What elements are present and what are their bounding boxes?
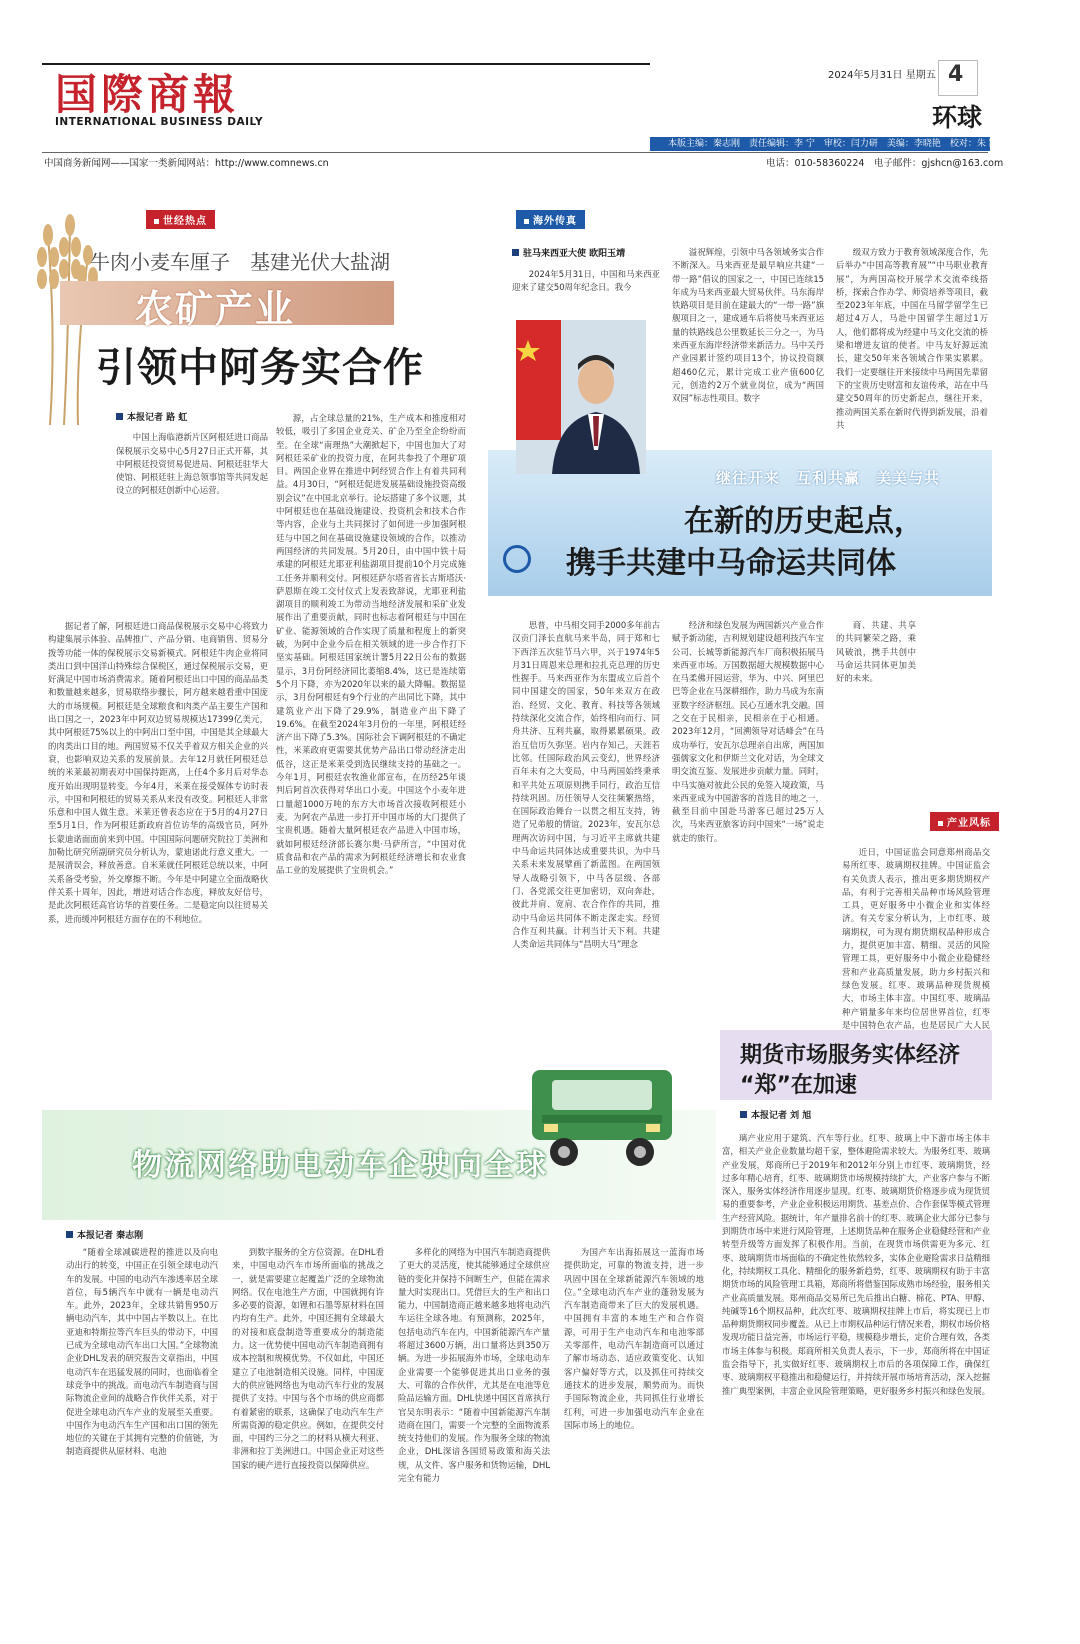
article4-column4 bbox=[564, 1246, 704, 1546]
article3-title-line1: 期货市场服务实体经济 bbox=[740, 1043, 961, 1068]
article3-body bbox=[722, 1132, 990, 1532]
article1-col1b-text: 据记者了解，阿根廷进口商品保税展示交易中心将致力构建集展示体验、品牌推广、产品分销、电商销售、贸易分拨等功能一体的保税展示交易新模式。阿根廷牛肉企业将同类出口到中国洋山特殊综合保税区，通过保税展示交易，更好满足中国市场消费需求。随着阿根廷出口中国的商品品类和数量越来越多，贸易联络步骤长，阿方越来越看重中国庞大的市场规模。阿根廷是全球粮食和肉类产品主要生产国和出口国之一，2023年中阿双边贸易规模达17399亿美元，其中阿根廷75%以上的中阿出口至中国，中国是其全球最大的肉类出口目的地。两国贸易不仅关乎着双方相关企业的兴衰，也影响双边关系的发展前景。去年12月就任阿根廷总统的米莱最初期表对中国保持距离，上任4个多月后对华态度开始出现明显转变。今年4月，米莱在接受媒体专访时表示，中国和阿根廷的贸易关系从来没有改变。阿根廷人非常乐意和中国人做生意。米莱还曾表态应在于5月的4月27日至5月1日，作为阿根廷新政府首位访华的高级官员，阿外长蒙迪诺面面前来到中国。中国国际问题研究院拉丁美洲和加勒比研究所副研究员分析认为，蒙迪诺此行意义重大。一是展清误会，释放善意。自米莱就任阿根廷总统以来，中阿关系备受考验，外交摩擦不断。今年是中阿建立全面战略伙伴关系十周年，因此，增进对话合作态度，释放友好信号，是此次阿根廷高官访华的首要任务。二是稳定向以往贸易关系，进而缓冲阿根廷方面存在的不利地位。 bbox=[48, 621, 268, 924]
article4-c4-text: 为国产车出海拓展这一蓝海市场提供助定，可靠的物流支持，进一步巩固中国在全球新能源汽车领域的地位。”全球电动汽车产业的蓬勃发展为汽车制造商带来了巨大的发展机遇。中国拥有丰富的本地生产和合作资源，可用于生产电动汽车和电池零部关零部件，电动汽车制造商可以通过了解市场动态、适应政策变化、认知客户偏好等方式，以及抓住可持续交通技术的进步发展，顺势而为。而快手国际物流企业，共同抓住行业增长红利，可进一步加强电动汽车企业在国际市场上的地位。 bbox=[564, 1247, 704, 1430]
article1-column1 bbox=[116, 412, 268, 498]
article2-column2 bbox=[672, 246, 824, 436]
section-title: 环球 bbox=[932, 103, 983, 132]
article2-byline: 驻马来西亚大使 欧阳玉靖 bbox=[512, 246, 660, 259]
article3-title-line2: “郑”在加速 bbox=[740, 1073, 857, 1098]
article1-column2 bbox=[276, 412, 466, 1082]
contact-line: 电话：010-58360224 电子邮件：gjshcn@163.com bbox=[766, 158, 1004, 169]
tag-industry: 产业风标 bbox=[930, 812, 999, 831]
article1-title-line2: 引领中阿务实合作 bbox=[96, 345, 424, 391]
article1-title-line1: 农矿产业 bbox=[135, 287, 296, 331]
ambassador-photo bbox=[516, 320, 646, 474]
article2-kicker: 继往开来 互利共赢 美美与共 bbox=[716, 469, 941, 487]
article4-column1 bbox=[66, 1246, 218, 1546]
article4-c3-text: 多样化的网络为中国汽车制造商提供了更大的灵活度，使其能够通过全球供应链的变化并保持不间断生产，但能在需求量大时实现出口。凭借巨大的生产和出口能力，中国制造商正越来越多地将电动汽车运往全球各地。有预测称，2025年，包括电动汽车在内，中国新能源汽车产量将超过3600万辆，出口量将达到350万辆。为进一步拓展海外市场，全球电动车企业需要一个能够促进其出口业务的强大、可靠的合作伙伴，尤其是在电池等危险品运输方面。DHL快递中国区首席执行官吴东明表示：“随着中国新能源汽车制造商在国门，需要一个完整的全面物流系统支持他们的发展。作为服务全球的物流企业，DHL深谙各国贸易政策和海关法规，从文件、客户服务和货物运输，DHL完全有能力 bbox=[398, 1247, 550, 1484]
article2-body-col3 bbox=[836, 619, 916, 685]
article4-c1-text: “随着全球减碳进程的推进以及向电动出行的转变，中国正在引领全球电动汽车的发展。中国的电动汽车渗透率居全球首位，每5辆汽车中就有一辆是电动汽车。此外，2023年，全球共销售950万辆电动汽车，其中中国占半数以上。在比亚迪和特斯拉等汽车巨头的带动下，中国已成为全球电动汽车出口大国。”全球物流企业DHL发表的研究报告文章指出，中国电动汽车在迅猛发展的同时，也面临着全球竞争中的挑战。而电动汽车制造商与国际物流企业间的战略合作伙伴关系，对于促进全球电动汽车产业的发展至关重要。中国作为电动汽车生产国和出口国的领先地位的关键在于其拥有完整的价值链，为制造商提供从原材料、电池 bbox=[66, 1247, 218, 1457]
article2-col1-text: 2024年5月31日，中国和马来西亚迎来了建交50周年纪念日。我今 bbox=[512, 269, 660, 293]
page-number: 4 bbox=[948, 62, 964, 87]
website-line: 中国商务新闻网——国家一类新闻网站：http://www.comnews.cn bbox=[44, 158, 329, 169]
tag-world-economy: 世经热点 bbox=[146, 210, 215, 229]
editors-bar: 本版主编：秦志刚 责任编辑：李 宁 审校：闫力研 美编：李晓艳 校对：朱 凯 bbox=[650, 137, 990, 151]
tag-overseas: 海外传真 bbox=[516, 210, 585, 229]
article2-col3-text: 级双方致力于教育领域深度合作，先后举办“中国高等教育展”“中马职业教育展”，为两国高校开展学术交流牵线搭桥，探索合作办学、师资培养等项目，截至2023年年底，中国在马留学留学生已超过4万人，马赴中国留学生超过1万人，他们都将成为经建中马文化交流的桥梁和增进友谊的使者。中马友好源远流长，建交50年来各领域合作果实累累。我们一定要继往开来接续中马两国先辈留下的宝贵历史财富和友谊传承，站在中马建交50周年的历史新起点，继往开来，推动两国关系在新时代得到新发展，沿着共 bbox=[836, 247, 988, 430]
article1-col1-text: 中国上海临港新片区阿根廷进口商品保税展示交易中心5月27日正式开幕，其中阿根廷投资贸易促进局、阿根廷驻华大使馆、阿根廷驻上海总领事馆等共同发起设立的阿根廷创新中心运营。 bbox=[116, 432, 268, 496]
article3-col-text: 近日，中国证监会同意郑州商品交易所红枣、玻璃期权挂牌。中国证监会有关负责人表示，推出更多期货期权产品，有利于完善相关品种市场风险管理工具，更好服务中小微企业和实体经济。有关专家分析认为，上市红枣、玻璃期权，可为现有期货期权品种形成合力，提供更加丰富、精细、灵活的风险管理工具，更好服务中小微企业稳健经营和产业高质量发展，助力乡村振兴和绿色发展。红枣、玻璃品种现货规模大，市场主体丰富。中国红枣、玻璃品种产销量多年来均位居世界首位，红枣是中国特色农产品，也是居民广大人民 bbox=[842, 847, 990, 1030]
article2-body-col2 bbox=[672, 619, 824, 899]
article3-intro bbox=[842, 846, 990, 1030]
article3-body-text: 璃产业应用于建筑、汽车等行业。红枣、玻璃上中下游市场主体丰富，相关产业企业数量均超千家，整体避险需求较大。为服务红枣、玻璃产业发展，郑商所已于2019年和2012年分别上市红枣、玻璃期货，经过多年精心培育，红枣、玻璃期货市场规模持续扩大，产业客户参与不断深入，服务实体经济作用逐步显现。红枣、玻璃期货价格逐步成为现货贸易的重要参考，产业企业积极运用期货、基差点价、合作套保等模式管理生产经营风险。据统计，年产量排名前十的红枣、玻璃企业大部分已参与到期货市场中来进行风险管理，上述期货品种在服务企业稳健经营和产业转型升级等方面发挥了积极作用。当前，在现货市场供需更为多元、红枣、玻璃期货市场面临的不确定性依然较多，实体企业避险需求日益精细化，持续期权工具化、精细化的服务新趋势，红枣、玻璃期权有助于丰富期货市场的风险管理工具箱，郑商所将借鉴国际成熟市场经验，服务相关产业高质量发展。郑州商品交易所已先后推出白糖、棉花、PTA、甲醇、纯碱等16个期权品种，此次红枣、玻璃期权挂牌上市后，将实现已上市品种期货期权同步覆盖。从已上市期权品种运行情况来看，期权市场价格发现功能日益完善，市场运行平稳，规模稳步增长，定价合理有效，各类市场主体参与积极。郑商所相关负责人表示，下一步，郑商所将在中国证监会指导下，扎实做好红枣、玻璃期权上市后的各项保障工作，确保红枣、玻璃期权平稳推出和稳健运行，并持续开展市场培育活动，深入挖掘推广典型案例，丰富企业风险管理策略，更好服务乡村振兴和绿色发展。 bbox=[722, 1133, 990, 1396]
article4-column3 bbox=[398, 1246, 550, 1546]
article1-byline: 本报记者 路 虹 bbox=[116, 412, 268, 425]
article2-b2-text: 经济和绿色发展为两国新兴产业合作赋予新动能，吉利规划建设超利技汽车宝公司、长城等新能源汽车厂商积极拓展马来西亚市场。万国数据超大规模数据中心在马柔佛开园运营，华为、中兴、阿里巴巴等企业在马深耕细作，助力马成为东南亚数字经济枢纽。民心互通水乳交融。国之交在于民相亲，民相亲在于心相通。2023年12月，“回溯领导对话峰会”在马成功举行，安瓦尔总理亲自出席，两国加强儒家文化和伊斯兰文化对话，为全球文明交流互鉴、发展进步贡献力量。同时，中马实施对彼此公民的免签入境政策，马来西亚成为中国游客的首选目的地之一，截至目前中国赴马游客已超过25万人次，马来西亚旅客访问中国来“一场”说走就走的旅行。 bbox=[672, 620, 824, 843]
article4-title: 物流网络助电动车企驶向全球 bbox=[132, 1148, 548, 1183]
article3-byline: 本报记者 刘 旭 bbox=[740, 1108, 811, 1121]
article1-col2-text: 源，占全球总量的21%，生产成本和推度相对较低，吸引了多国企业竞关、矿企乃至全企纷纷而至。在全球“南理热”大潮掀起下，中国也加大了对阿根廷采矿业的投资力度，在阿共参投了个理矿项目。两国企业界在推进中阿经贸合作上有着共同利益。4月30日，“阿根廷促进发展基础设施投资高级别会议”在中国北京举行。论坛搭建了多个议题，其中阿根廷也在基础设施建设、投资机会和技术合作等内容，企业与土共同探讨了如何进一步加强阿根廷与中国之间在基础设施建设领域的合作，以推动两国经济的共同发展。5月20日，由中国中铁十局承建的阿根廷尤耶亚利盐湖项目提前10个月完成施工任务并顺利交付。阿根廷萨尔塔省省长古斯塔沃·萨恩斯在竣工交付仪式上发表致辞说，尤耶亚利盐湖项目的顺利竣工为带动当地经济发展和采矿业发展作出了重要贡献，同时也标志着阿根廷与中国在矿业、能源领域的合作实现了质量和程度上的新突破，为阿中企业今后在相关领域的进一步合作打下坚实基础。阿根廷国家统计署5月22日公布的数据显示，3月份阿经济同比萎缩8.4%，这已是连续第5个月下降，亦为2020年以来的最大降幅。数据显示，3月份阿根廷有9个行业的产出同比下降，其中建筑业产出下降了29.9%，制造业产出下降了19.6%。在截至2024年3月份的一年里，阿根廷经济产出下降了5.3%。国际社会下调阿根廷的不确定性，米莱政府更需要其优势产品出口带动经济走出低谷，这正是米莱受到选民继续支持的基础之一。今年1月，阿根廷农牧渔业部宣布，在历经25年谈判后阿首次获得对华出口小麦。中国这个小麦年进口量超1000万吨的东方大市场首次接收阿根廷小麦，为阿农产品进一步打开中国市场的大门提供了宝贵机遇。随着大量阿根廷农产品进入中国市场，就如阿根廷经济部长赛尔奥·马萨所言，“中国对优质食品和农产品的需求为阿根廷经济增长和农业食品工业的发展提供了宝贵机会。” bbox=[276, 413, 466, 876]
article4-byline: 本报记者 秦志刚 bbox=[66, 1228, 143, 1241]
masthead-subtitle: INTERNATIONAL BUSINESS DAILY bbox=[55, 116, 264, 128]
article2-column3 bbox=[836, 246, 988, 436]
article2-title-line2: 携手共建中马命运共同体 bbox=[566, 546, 896, 581]
masthead-logo: 国際商報 bbox=[55, 70, 240, 119]
article2-title-line1: 在新的历史起点， bbox=[684, 504, 924, 539]
article4-column2 bbox=[232, 1246, 384, 1546]
article2-body-col1 bbox=[512, 619, 660, 1019]
issue-date: 2024年5月31日 星期五 bbox=[828, 70, 936, 81]
article1-column1b bbox=[48, 620, 268, 1080]
article2-b3-text: 商、共建、共享的共同繁荣之路，乘风破浪，携手共创中马命运共同体更加美好的未来。 bbox=[836, 620, 916, 684]
article1-kicker: 牛肉小麦车厘子 基建光伏大盐湖 bbox=[90, 250, 390, 274]
decorative-circle bbox=[503, 545, 531, 573]
article2-column1 bbox=[512, 268, 660, 295]
article4-c2-text: 到数字服务的全方位资源。在DHL看来，中国电动汽车市场所面临的挑战之一，就是需要建立起覆盖广泛的全球物流网络。仅在电池生产方面，中国就拥有许多必要的资源，如锂和石墨等原材料在国内均有生产。此外，中国还拥有全球最大的对接和底盘制造等重要成分的制造能力。这一优势使中国电动汽车制造商拥有成本控制和规模优势。不仅如此，中国还建立了电池制造相关设施。同样，中国庞大的供应链网络也为电动汽车行业的发展提供了支持。中国与各个市场的供应商都有着紧密的联系，这确保了电动汽车生产所需资源的稳定供应。例如，在提供交付面，中国约三分之二的材料从横大利亚、非洲和拉丁美洲进口。中国企业正对这些国家的硬产进行直接投资以保障供应。 bbox=[232, 1247, 384, 1470]
sub-rule bbox=[42, 152, 988, 153]
article2-b1-text: 思普，中马相交同手2000多年前古汉贡门泽长直航马来半岛，同于郑和七下西洋五次驻节马六甲，兴于1974年5月31日周恩来总理和拉扎克总理的历史性握手。马来西亚作为东盟成立后首个同中国建交的国家，50年来双方在政治、经贸、文化、教育、科技等各领域持续深化交流合作，始终相向而行、同舟共济、互利共赢，取得累累硕果。政治互信历久弥坚。岩内存知己，天涯若比邻。任国际政治风云变幻，世界经济百年未有之大变局，中马两国始终秉承和平共处五项原则携手同行，政治互信持续巩固。历任领导人交往频繁热络，在国际政治舞台一以贯之相互支持，铸造了兄弟般的情谊。2023年，安瓦尔总理两次访问中国，与习近平主席就共建中马命运共同体达成重要共识，为中马关系未来发展擘画了新蓝图。在两国领导人战略引领下，中马各层级、各部门、各党派交往更加密切，双向奔赴，彼此并肩、宽肩、农合作作的共同，推动中马命运共同体不断走深走实。经贸合作互利共赢。计利当计天下利。共建人类命运共同体与“昌明大马”理念 bbox=[512, 620, 660, 950]
article2-col2-text: 溢祝辉煌，引领中马各领域务实合作不断深入。马来西亚是最早响应共建“一带一路”倡议的国家之一，中国已连续15年成为马来西亚最大贸易伙伴。马东海岸铁路项目是目前在建最大的“一带一路”旗舰项目之一，建成通车后将使马来西亚运量的铁路线总公里数延长三分之一，为马来西亚东海岸经济带来新活力。马中关丹产业园累计签约项目13个，协议投资额超460亿元，累计完成工业产值600亿元，创造约2万个就业岗位，成为“两国双园”标志性项目。数字 bbox=[672, 247, 824, 404]
